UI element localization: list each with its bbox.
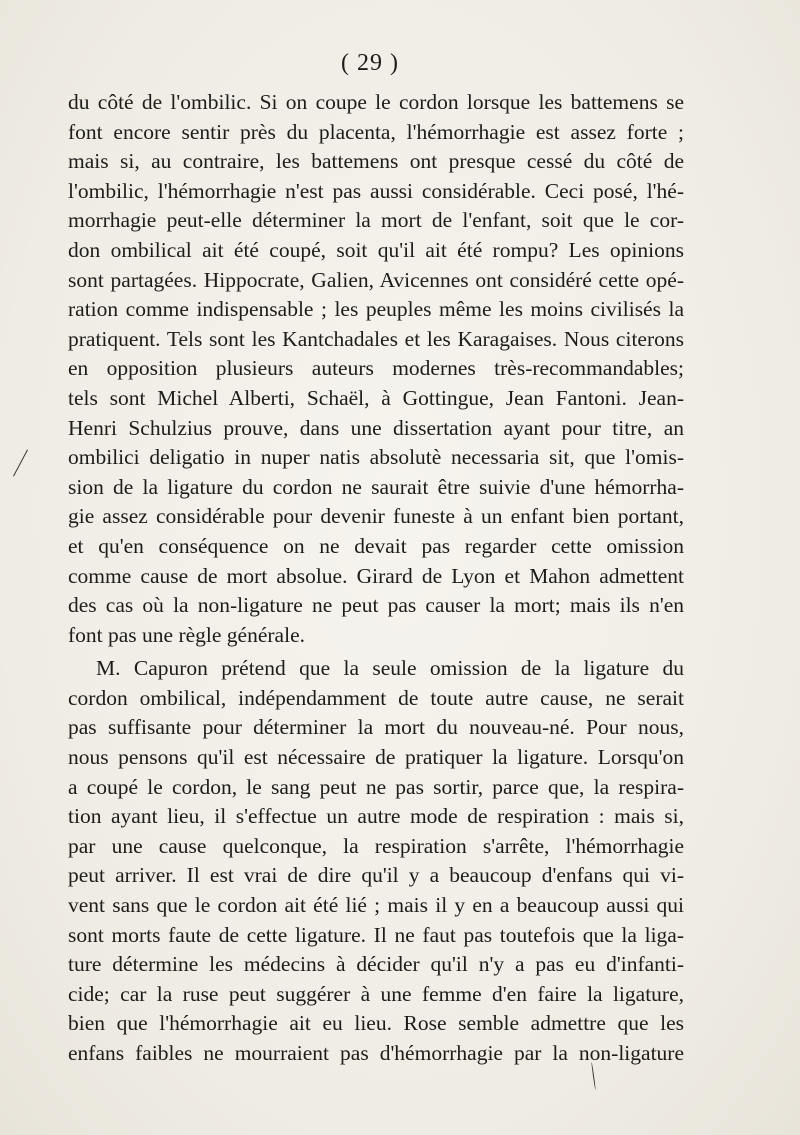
text-line: gie assez considérable pour devenir funeste à un enfant bien portant, — [68, 504, 684, 529]
text-line: tels sont Michel Alberti, Schaël, à Gottingue, Jean Fantoni. Jean- — [68, 385, 684, 410]
text-line: peut arriver. Il est vrai de dire qu'il y a beaucoup d'enfans qui vi- — [68, 863, 684, 888]
text-line: cide; car la ruse peut suggérer à une femme d'en faire la ligature, — [68, 981, 684, 1006]
text-line: vent sans que le cordon ait été lié ; mais il y en a beaucoup aussi qui — [68, 893, 684, 918]
text-line: ombilici deligatio in nuper natis absolutè necessaria sit, que l'omis- — [68, 445, 684, 470]
text-line: sont partagées. Hippocrate, Galien, Avicennes ont considéré cette opé- — [68, 267, 684, 292]
text-line: don ombilical ait été coupé, soit qu'il ait été rompu? Les opinions — [68, 237, 684, 262]
margin-pencil-mark — [13, 450, 28, 477]
text-line: font encore sentir près du placenta, l'hémorrhagie est assez forte ; — [68, 119, 684, 144]
text-line: pas suffisante pour déterminer la mort du nouveau-né. Pour nous, — [68, 715, 684, 740]
text-line: sion de la ligature du cordon ne saurait être suivie d'une hémorrha- — [68, 474, 684, 499]
text-line: mais si, au contraire, les battemens ont presque cessé du côté de — [68, 149, 684, 174]
text-line: font pas une règle générale. — [68, 622, 305, 647]
text-line: a coupé le cordon, le sang peut ne pas sortir, parce que, la respira- — [68, 774, 684, 799]
text-line: nous pensons qu'il est nécessaire de pratiquer la ligature. Lorsqu'on — [68, 745, 684, 770]
body-text — [68, 88, 684, 1069]
page-number: ( 29 ) — [341, 50, 399, 76]
text-line: Henri Schulzius prouve, dans une dissertation ayant pour titre, an — [68, 415, 684, 440]
text-line: du côté de l'ombilic. Si on coupe le cordon lorsque les battemens se — [68, 90, 684, 114]
text-line: l'ombilic, l'hémorrhagie n'est pas aussi considérable. Ceci posé, l'hé- — [68, 178, 684, 203]
paragraph-2 — [68, 654, 684, 1068]
text-line: sont morts faute de cette ligature. Il ne faut pas toutefois que la liga- — [68, 922, 684, 947]
text-line: tion ayant lieu, il s'effectue un autre mode de respiration : mais si, — [68, 804, 684, 829]
text-line: pratiquent. Tels sont les Kantchadales et les Karagaises. Nous citerons — [68, 326, 684, 351]
text-line: ture détermine les médecins à décider qu'il n'y a pas eu d'infanti- — [68, 952, 684, 977]
text-line: ration comme indispensable ; les peuples même les moins civilisés la — [68, 297, 684, 322]
text-line: des cas où la non-ligature ne peut pas causer la mort; mais ils n'en — [68, 593, 684, 618]
text-line: bien que l'hémorrhagie ait eu lieu. Rose semble admettre que les — [68, 1011, 684, 1036]
paragraph-1 — [68, 88, 684, 650]
text-line: en opposition plusieurs auteurs modernes très-recommandables; — [68, 356, 684, 381]
text-line: et qu'en conséquence on ne devait pas regarder cette omission — [68, 533, 684, 558]
text-line: cordon ombilical, indépendamment de toute autre cause, ne serait — [68, 685, 684, 710]
text-line: par une cause quelconque, la respiration s'arrête, l'hémorrhagie — [68, 833, 684, 858]
text-line: enfans faibles ne mourraient pas d'hémorrhagie par la non-ligature — [68, 1041, 684, 1065]
text-line: M. Capuron prétend que la seule omission de la ligature du — [96, 656, 684, 681]
text-line: comme cause de mort absolue. Girard de Lyon et Mahon admettent — [68, 563, 684, 588]
text-line: morrhagie peut-elle déterminer la mort de l'enfant, soit que le cor- — [68, 208, 684, 233]
